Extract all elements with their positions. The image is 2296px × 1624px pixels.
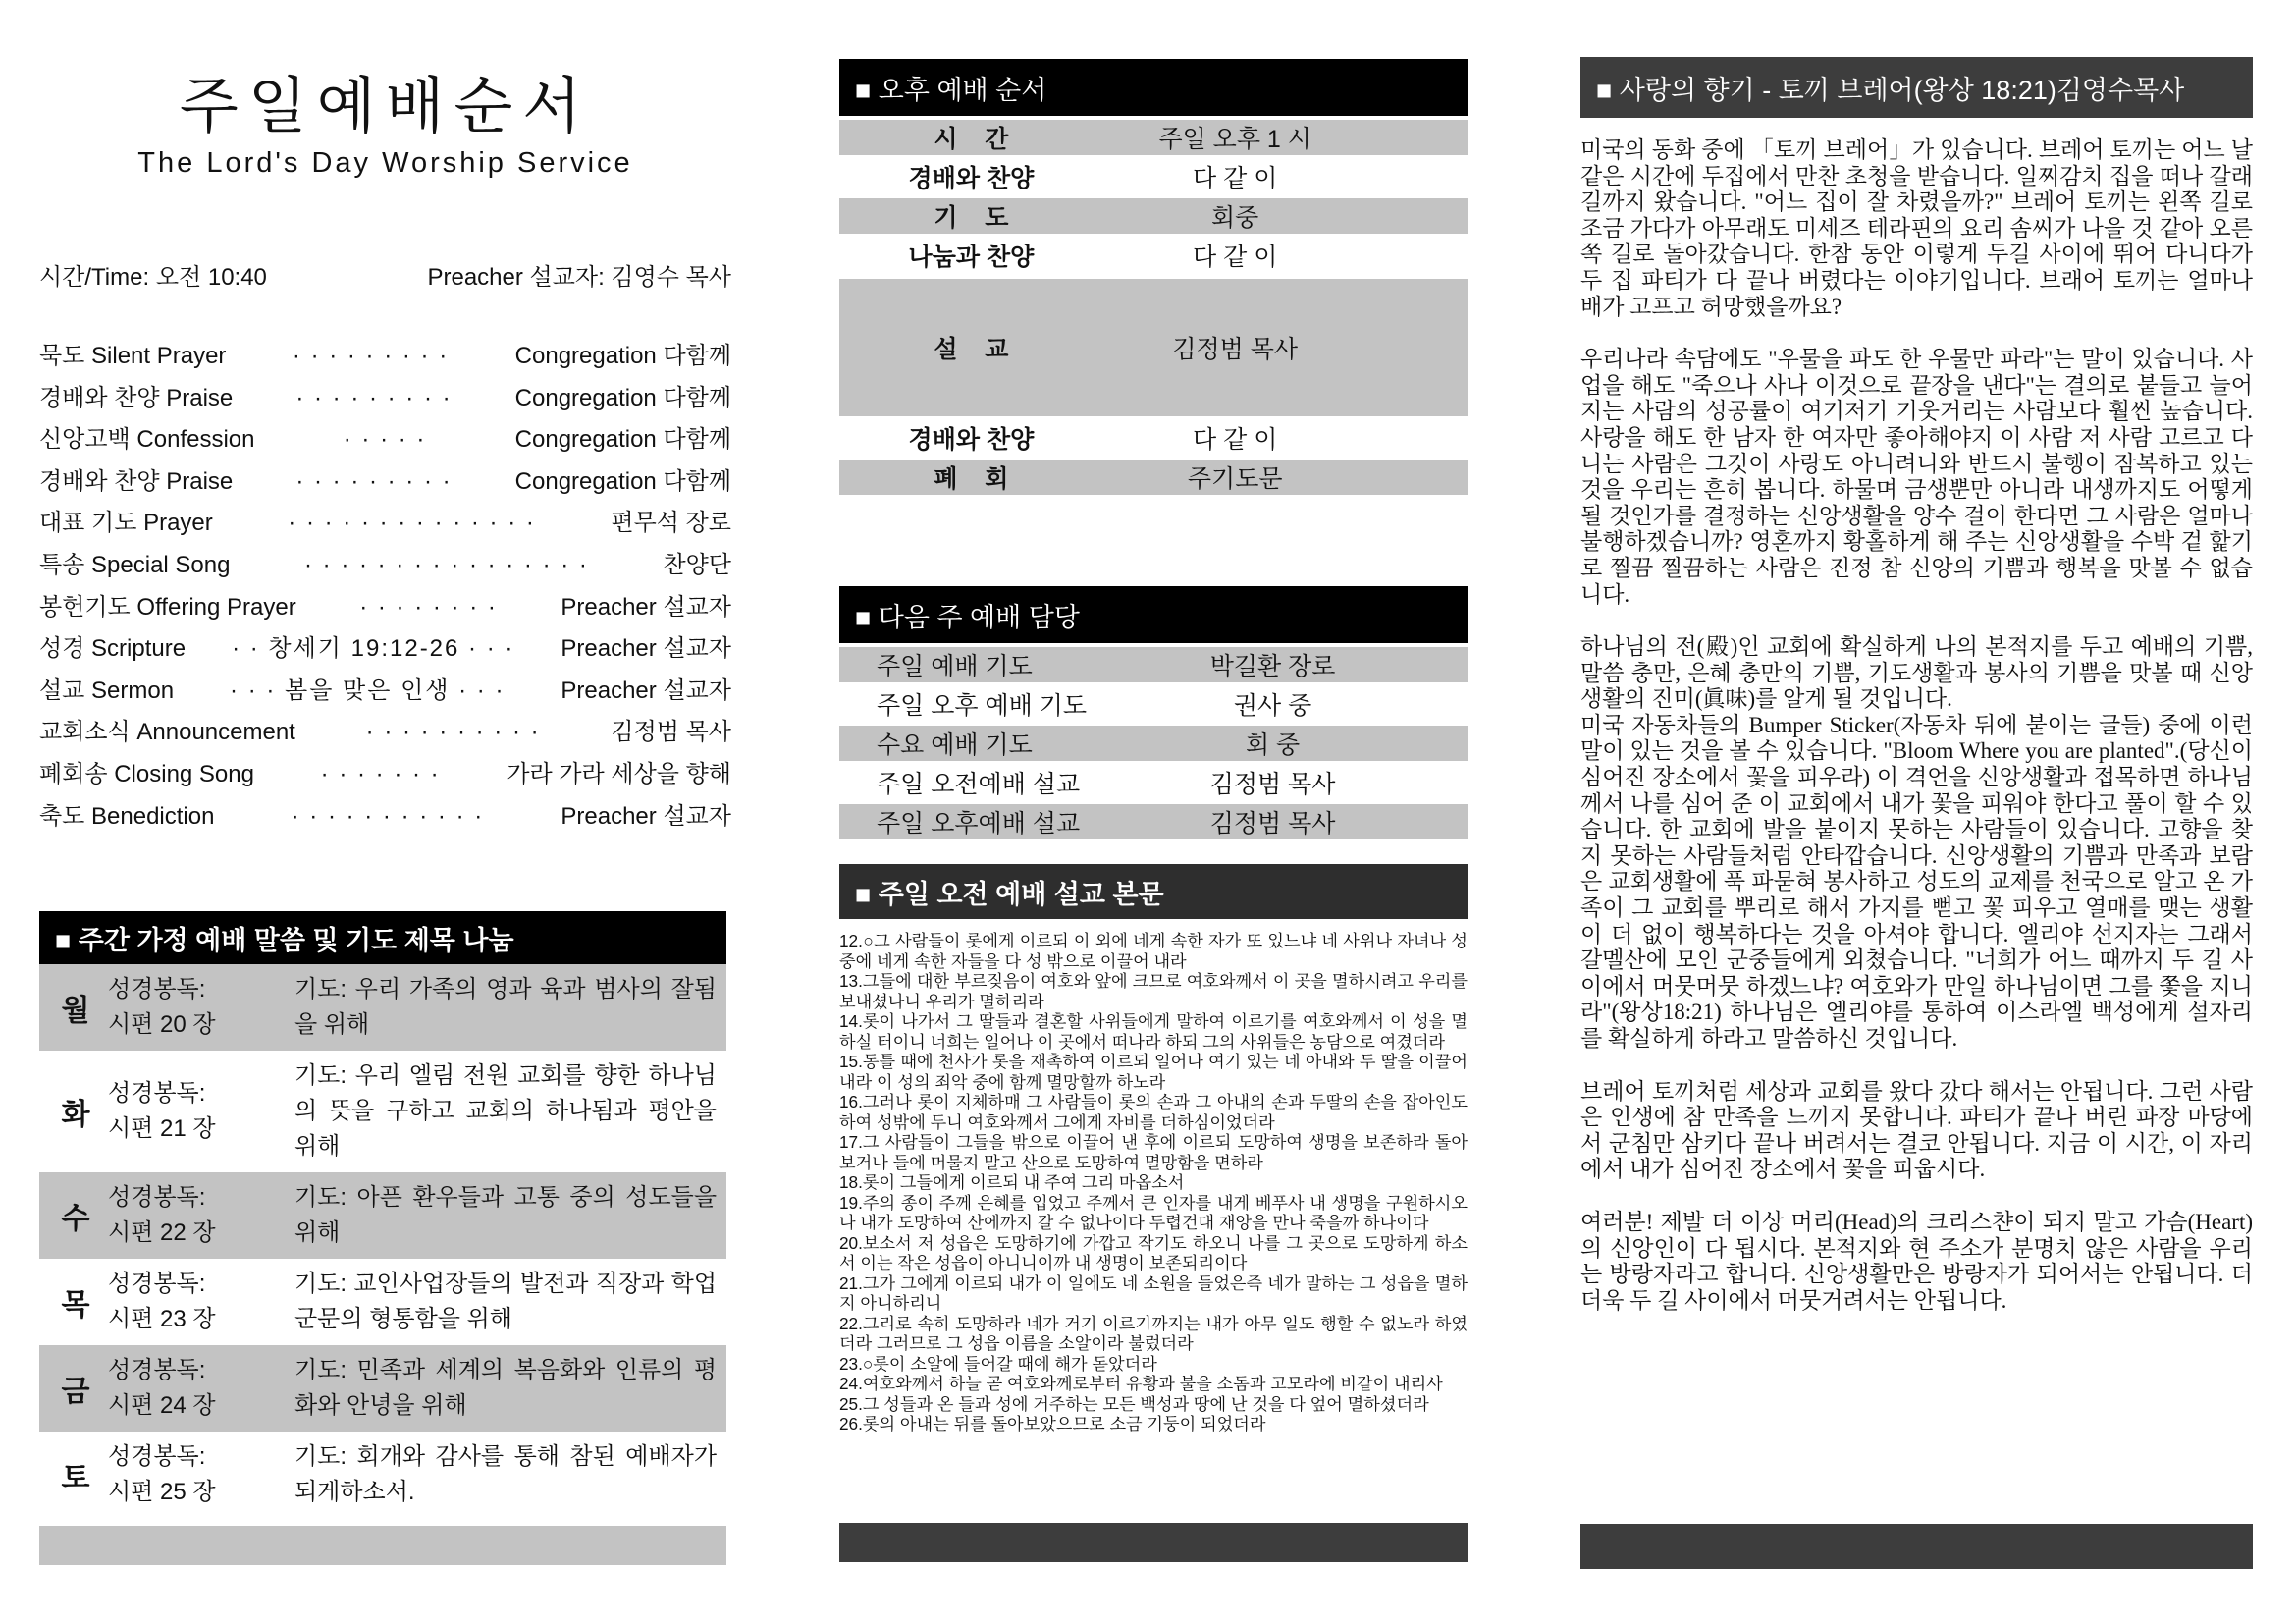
- assignment-row: [839, 686, 1468, 722]
- assignment-row: [839, 765, 1468, 800]
- afternoon-service-section: [839, 59, 1468, 495]
- verse: 16.그러나 롯이 지체하매 그 사람들이 롯의 손과 그 아내의 손과 두딸의 손을 잡아인도하여 성밖에 두니 여호와께서 그에게 자비를 더하심이었더라: [839, 1092, 1468, 1132]
- table-row: [39, 1172, 726, 1259]
- table-row: [39, 964, 726, 1051]
- reading-label: 성경봉독:: [108, 976, 206, 1002]
- right-column: [1580, 0, 2253, 1624]
- assignment-label: 주일 오후예배 설교: [877, 810, 1081, 838]
- middle-column: [839, 0, 1468, 1624]
- order-item-assignee: Preacher 설교자: [561, 677, 731, 704]
- order-item-name: 성경 Scripture: [39, 635, 187, 663]
- order-item-assignee: Congregation 다함께: [514, 426, 731, 454]
- worship-order-item: [39, 671, 731, 713]
- worship-order-item: [39, 754, 731, 796]
- prayer-topic: 기도: 우리 가족의 영과 육과 범사의 잘됨을 위해: [294, 976, 717, 1038]
- scripture-reading: [108, 1076, 294, 1147]
- assignment-row: [839, 804, 1468, 839]
- dot-leader: · · · · · · · · ·: [295, 467, 453, 495]
- afternoon-service-header: ■ 오후 예배 순서: [839, 59, 1468, 116]
- weekly-table-header: ■ 주간 가정 예배 말씀 및 기도 제목 나눔: [39, 911, 726, 964]
- service-info-line: [39, 257, 731, 292]
- verse: 19.주의 종이 주께 은혜를 입었고 주께서 큰 인자를 내게 베푸사 내 생명을 구원하시오나 내가 도망하여 산에까지 갈 수 없나이다 두렵건대 재앙을 만나 죽을까 하나이다: [839, 1192, 1468, 1232]
- page-title: 주일예배순서: [179, 73, 592, 140]
- prayer-topic: 기도: 아픈 환우들과 고통 중의 성도들을 위해: [294, 1184, 717, 1246]
- order-item-name: 대표 기도 Prayer: [39, 510, 213, 537]
- verse: 14.롯이 나가서 그 딸들과 결혼할 사위들에게 말하여 이르기를 여호와께서 이 성을 멸하실 터이니 너희는 일어나 이 곳에서 떠나라 하되 그의 사위들은 농담으로 여겼더라: [839, 1011, 1468, 1052]
- verse: 12.○그 사람들이 롯에게 이르되 이 외에 네게 속한 자가 또 있느냐 네 사위나 자녀나 성 중에 네게 속한 자들을 다 성 밖으로 이끌어 내라: [839, 931, 1468, 971]
- worship-order-list: [39, 336, 731, 838]
- empty-table-row: [39, 1526, 726, 1565]
- dot-leader: · · 창세기 19:12-26 · · ·: [232, 635, 515, 663]
- verse: 23.○롯이 소알에 들어갈 때에 해가 돋았더라: [839, 1353, 1157, 1374]
- service-row: [839, 198, 1468, 234]
- order-item-name: 설교 Sermon: [39, 677, 175, 704]
- order-item-assignee: 편무석 장로: [611, 510, 731, 537]
- scripture-reading: [108, 1439, 294, 1510]
- order-item-name: 경배와 찬양 Praise: [39, 467, 234, 495]
- worship-order-item: [39, 419, 731, 461]
- service-item-label: 설 교: [934, 336, 1009, 363]
- day-label: 수: [61, 1203, 90, 1235]
- assignment-person: 김정범 목사: [1209, 810, 1336, 838]
- service-item-label: 시 간: [934, 126, 1009, 153]
- assignment-person: 회 중: [1245, 731, 1301, 759]
- reading-label: 성경봉독:: [108, 1357, 206, 1383]
- worship-order-item: [39, 378, 731, 420]
- sermon-scripture-section: [839, 864, 1468, 1435]
- dot-leader: · · · 봄을 맞은 인생 · · ·: [230, 677, 506, 704]
- prayer-topic: 기도: 회개와 감사를 통해 참된 예배자가 되게하소서.: [294, 1443, 717, 1505]
- service-item-value: 다 같 이: [1193, 244, 1278, 271]
- assignment-label: 주일 오전예배 설교: [877, 771, 1081, 798]
- scripture-verses: [839, 931, 1468, 1435]
- assignment-label: 수요 예배 기도: [877, 731, 1033, 759]
- order-item-name: 경배와 찬양 Praise: [39, 384, 234, 411]
- prayer-topic: 기도: 민족과 세계의 복음화와 인류의 평화와 안녕을 위해: [294, 1357, 717, 1419]
- worship-order-item: [39, 712, 731, 754]
- order-item-name: 축도 Benediction: [39, 802, 215, 830]
- worship-order-item: [39, 796, 731, 839]
- dot-leader: · · · · · · · · · · ·: [291, 802, 485, 830]
- reading-chapter: 시편 24 장: [108, 1392, 216, 1419]
- devotional-paragraph: 하나님의 전(殿)인 교회에 확실하게 나의 본적지를 두고 예배의 기쁨, 말씀 충만, 은혜 충만의 기쁨, 기도생활과 봉사의 기쁨을 맛볼 때 신앙생활의 진미(眞味)를 알게 될 것입니다.: [1580, 634, 2253, 712]
- sermon-scripture-header: ■ 주일 오전 예배 설교 본문: [839, 864, 1468, 919]
- page-subtitle: The Lord's Day Worship Service: [137, 147, 633, 179]
- dot-leader: · · · · · · · · ·: [295, 384, 453, 411]
- assignment-label: 주일 오후 예배 기도: [877, 692, 1088, 720]
- reading-chapter: 시편 21 장: [108, 1115, 216, 1142]
- verse: 25.그 성들과 온 들과 성에 거주하는 모든 백성과 땅에 난 것을 다 엎어 멸하셨더라: [839, 1393, 1429, 1414]
- prayer-topic: 기도: 교인사업장들의 발전과 직장과 학업 군문의 형통함을 위해: [294, 1271, 717, 1332]
- service-item-label: 나눔과 찬양: [908, 244, 1035, 271]
- worship-order-item: [39, 628, 731, 671]
- footer-bar: [839, 1523, 1468, 1562]
- next-week-header: ■ 다음 주 예배 담당: [839, 586, 1468, 643]
- scripture-reading: [108, 1267, 294, 1337]
- dot-leader: · · · · ·: [343, 426, 427, 454]
- verse: 17.그 사람들이 그들을 밖으로 이끌어 낸 후에 이르되 도망하여 생명을 보존하라 돌아보거나 들에 머물지 말고 산으로 도망하여 멸망함을 면하라: [839, 1132, 1468, 1172]
- service-item-label: 경배와 찬양: [908, 165, 1035, 192]
- next-week-section: [839, 586, 1468, 839]
- verse: 21.그가 그에게 이르되 내가 이 일에도 네 소원을 들었은즉 네가 말하는 그 성읍을 멸하지 아니하리니: [839, 1272, 1468, 1313]
- table-row: [39, 1259, 726, 1345]
- devotional-paragraph: 미국의 동화 중에 「토끼 브레어」가 있습니다. 브레어 토끼는 어느 날 같은 시간에 두집에서 만찬 초청을 받습니다. 일찌감치 집을 떠나 갈래 길까지 왔습니다. "어느 집이 잘 차렸을까?" 브레어 토끼는 왼쪽 길로 조금 가다가 아무래도 미세즈 테라핀의 요리 솜씨가 나을 것 같아 오른쪽 길로 돌아갔습니다. 한참 동안 이렇게 두길 사이에 뛰어 다니다가 두 집 파티가 다 끝나 버렸다는 이야기입니다. 브래어 토끼는 얼마나 배가 고프고 허망했을까요?: [1580, 137, 2253, 319]
- reading-chapter: 시편 20 장: [108, 1011, 216, 1038]
- assignment-person: 권사 중: [1233, 692, 1312, 720]
- worship-order-item: [39, 503, 731, 545]
- dot-leader: · · · · · · · · ·: [292, 343, 450, 369]
- assignment-row: [839, 726, 1468, 761]
- worship-order-item: [39, 336, 731, 378]
- verse: 15.동틀 때에 천사가 롯을 재촉하여 이르되 일어나 여기 있는 네 아내와 두 딸을 이끌어 내라 이 성의 죄악 중에 함께 멸망할까 하노라: [839, 1052, 1468, 1092]
- devotional-paragraph: 우리나라 속담에도 "우물을 파도 한 우물만 파라"는 말이 있습니다. 사업을 해도 "죽으나 사나 이것으로 끝장을 낸다"는 결의로 붙들고 늘어지는 사람의 성공률이 여기저기 기웃거리는 사람보다 훨씬 높습니다. 사랑을 해도 한 남자 한 여자만 좋아해야지 이 사람 저 사람 고르고 다니는 사람은 그것이 사랑도 아니려니와 반드시 불행이 잠복하고 있는 것을 우리는 흔히 봅니다. 하물며 금생뿐만 아니라 내생까지도 어떻게 될 것인가를 결정하는 신앙생활을 양수 걸이 한다면 그 사람은 얼마나 불행하겠습니까? 영혼까지 황홀하게 해 주는 신앙생활을 수박 겉 핥기로 찔끔 찔끔하는 사람은 진정 참 신앙의 기쁨과 행복을 맛볼 수 없습니다.: [1580, 347, 2253, 607]
- dot-leader: · · · · · · · · · · · · · · · ·: [304, 551, 589, 578]
- reading-chapter: 시편 23 장: [108, 1306, 216, 1332]
- service-item-value: 주일 오후 1 시: [1158, 126, 1311, 153]
- service-preacher: Preacher 설교자: 김영수 목사: [427, 264, 731, 291]
- devotional-paragraph: 미국 자동차들의 Bumper Sticker(자동차 뒤에 붙이는 글들) 중에 이런 말이 있는 것을 볼 수 있습니다. "Bloom Where you are planted".(당신이 심어진 장소에서 꽃을 피우라) 이 격언을 신앙생활과 접목하면 하나님께서 나를 심어 준 이 교회에서 내가 꽃을 피워야 한다고 풀이 할 수 있습니다. 한 교회에 발을 붙이지 못하는 사람들이 있습니다. 고향을 찾지 못하는 사람들처럼 안타깝습니다. 신앙생활의 기쁨과 만족과 보람은 교회생활에 푹 파묻혀 봉사하고 성도의 교제를 천국으로 알고 온 가족이 그 교회를 뿌리로 해서 가지를 뻗고 꽃 피우고 열매를 맺는 생활이 더 없이 행복하다는 것을 아셔야 합니다. 엘리야 선지자는 그래서 갈멜산에 모인 군중들에게 외쳤습니다. "너희가 어느 때까지 두 길 사이에서 머뭇머뭇 하겠느냐? 여호와가 만일 하나님이면 그를 쫓을 지니라"(왕상18:21) 하나님은 엘리야를 통하여 이스라엘 백성에게 설자리를 확실하게 하라고 말씀하신 것입니다.: [1580, 712, 2253, 1051]
- worship-order-item: [39, 587, 731, 629]
- footer-bar: [1580, 1524, 2253, 1569]
- worship-order-item: [39, 545, 731, 587]
- dot-leader: · · · · · · · · · · · · · ·: [288, 510, 536, 537]
- assignment-person: 김정범 목사: [1209, 771, 1336, 798]
- table-row: [39, 1432, 726, 1518]
- scripture-reading: [108, 1180, 294, 1251]
- devotional-header: ■ 사랑의 향기 - 토끼 브레어(왕상 18:21)김영수목사: [1580, 57, 2253, 118]
- service-row: [839, 159, 1468, 194]
- left-column: [39, 0, 731, 1624]
- order-item-name: 봉헌기도 Offering Prayer: [39, 593, 296, 621]
- service-item-value: 다 같 이: [1193, 165, 1278, 192]
- order-item-assignee: Preacher 설교자: [561, 593, 731, 621]
- day-label: 금: [61, 1376, 90, 1408]
- service-time: 시간/Time: 오전 10:40: [39, 264, 267, 291]
- devotional-paragraph: 브레어 토끼처럼 세상과 교회를 왔다 갔다 해서는 안됩니다. 그런 사람은 인생에 참 만족을 느끼지 못합니다. 파티가 끝나 버린 파장 마당에서 군침만 삼키다 끝나 버려서는 결코 안됩니다. 지금 이 시간, 이 자리에서 내가 심어진 장소에서 꽃을 피웁시다.: [1580, 1078, 2253, 1182]
- day-label: 화: [61, 1099, 90, 1131]
- order-item-assignee: Congregation 다함께: [514, 343, 731, 369]
- service-row: [839, 420, 1468, 456]
- reading-chapter: 시편 22 장: [108, 1219, 216, 1246]
- verse: 26.롯의 아내는 뒤를 돌아보았으므로 소금 기둥이 되었더라: [839, 1414, 1266, 1434]
- verse: 22.그리로 속히 도망하라 네가 거기 이르기까지는 내가 아무 일도 행할 수 없노라 하였더라 그러므로 그 성읍 이름을 소알이라 불렀더라: [839, 1313, 1468, 1353]
- devotional-body: [1580, 137, 2253, 1314]
- order-item-name: 교회소식 Announcement: [39, 719, 295, 746]
- assignment-row: [839, 647, 1468, 682]
- day-label: 토: [61, 1462, 90, 1494]
- table-row: [39, 1345, 726, 1432]
- order-item-name: 특송 Special Song: [39, 551, 231, 578]
- verse: 20.보소서 저 성읍은 도망하기에 가깝고 작기도 하오니 나를 그 곳으로 도망하게 하소서 이는 작은 성읍이 아니니이까 내 생명이 보존되리이다: [839, 1232, 1468, 1272]
- table-row: [39, 1051, 726, 1172]
- verse: 13.그들에 대한 부르짖음이 여호와 앞에 크므로 여호와께서 이 곳을 멸하시려고 우리를 보내셨나니 우리가 멸하리라: [839, 971, 1468, 1011]
- scripture-reading: [108, 1353, 294, 1424]
- order-item-assignee: Congregation 다함께: [514, 384, 731, 411]
- dot-leader: · · · · · · · · · ·: [365, 719, 541, 746]
- assignment-person: 박길환 장로: [1209, 653, 1336, 680]
- service-row: [839, 279, 1468, 416]
- order-item-assignee: 가라 가라 세상을 향해: [507, 760, 731, 787]
- order-item-assignee: 찬양단: [663, 551, 731, 578]
- service-item-value: 김정범 목사: [1172, 336, 1299, 363]
- service-item-value: 다 같 이: [1193, 426, 1278, 454]
- scripture-reading: [108, 972, 294, 1043]
- assignment-label: 주일 예배 기도: [877, 653, 1033, 680]
- order-item-assignee: Congregation 다함께: [514, 467, 731, 495]
- reading-label: 성경봉독:: [108, 1443, 206, 1470]
- service-item-value: 회중: [1211, 204, 1259, 232]
- prayer-topic: 기도: 우리 엘림 전원 교회를 향한 하나님의 뜻을 구하고 교회의 하나됨과 평안을 위해: [294, 1062, 717, 1160]
- order-item-assignee: Preacher 설교자: [561, 802, 731, 830]
- service-item-label: 경배와 찬양: [908, 426, 1035, 454]
- reading-label: 성경봉독:: [108, 1080, 206, 1107]
- service-item-value: 주기도문: [1187, 465, 1283, 493]
- dot-leader: · · · · · · · ·: [359, 593, 498, 621]
- order-item-assignee: Preacher 설교자: [561, 635, 731, 663]
- service-item-label: 기 도: [934, 204, 1009, 232]
- dot-leader: · · · · · · ·: [320, 760, 441, 787]
- order-item-name: 묵도 Silent Prayer: [39, 343, 227, 369]
- order-item-name: 폐회송 Closing Song: [39, 760, 254, 787]
- service-row: [839, 120, 1468, 155]
- service-item-label: 폐 회: [934, 465, 1009, 493]
- worship-order-item: [39, 461, 731, 504]
- verse: 24.여호와께서 하늘 곧 여호와께로부터 유황과 불을 소돔과 고모라에 비같이 내리사: [839, 1374, 1443, 1393]
- order-item-name: 신앙고백 Confession: [39, 426, 255, 454]
- order-item-assignee: 김정범 목사: [611, 719, 731, 746]
- reading-label: 성경봉독:: [108, 1271, 206, 1297]
- reading-chapter: 시편 25 장: [108, 1479, 216, 1505]
- service-row: [839, 460, 1468, 495]
- service-row: [839, 238, 1468, 273]
- weekly-home-worship-table: [39, 911, 726, 1565]
- day-label: 월: [61, 995, 90, 1027]
- verse: 18.롯이 그들에게 이르되 내 주여 그리 마옵소서: [839, 1172, 1185, 1192]
- devotional-paragraph: 여러분! 제발 더 이상 머리(Head)의 크리스챤이 되지 말고 가슴(Heart)의 신앙인이 다 됩시다. 본적지와 현 주소가 분명치 않은 사람을 우리는 방랑자라고 합니다. 신앙생활만은 방랑자가 되어서는 안됩니다. 더더욱 두 길 사이에서 머뭇거려서는 안됩니다.: [1580, 1209, 2253, 1313]
- day-label: 목: [61, 1289, 90, 1322]
- reading-label: 성경봉독:: [108, 1184, 206, 1211]
